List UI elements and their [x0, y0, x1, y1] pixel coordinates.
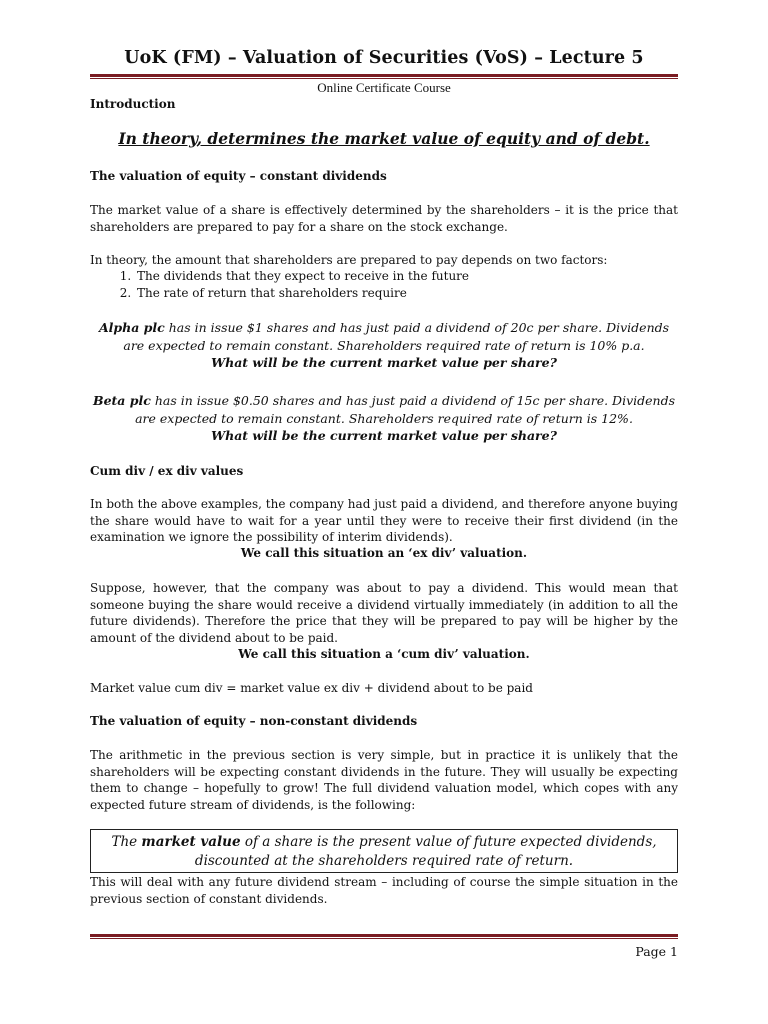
header-divider — [90, 74, 678, 79]
example-text: has in issue $1 shares and has just paid a dividend of 20c per share. Dividends are expected to remain constant. Shareholders required rate of return is 10% p.a. — [123, 320, 670, 353]
factors-list — [90, 268, 678, 301]
cum-div-formula: Market value cum div = market value ex div + dividend about to be paid — [90, 681, 533, 695]
paragraph-market-value: The market value of a share is effectively determined by the shareholders – it is the price that shareholders are prepared to pay for a share on the stock exchange. — [90, 203, 678, 234]
definition-text-post: of a share is the present value of future expected dividends, discounted at the shareholders required rate of return. — [194, 834, 657, 869]
section-constant-title: The valuation of equity – constant dividends — [90, 169, 387, 183]
introduction-label: Introduction — [90, 97, 176, 111]
example-alpha — [90, 319, 678, 372]
paragraph-two-factors: In theory, the amount that shareholders are prepared to pay depends on two factors: — [90, 253, 608, 267]
document-page — [90, 0, 678, 1024]
example-question: What will be the current market value per share? — [211, 355, 557, 370]
cum-div-statement: We call this situation a ‘cum div’ valuation. — [238, 647, 530, 661]
paragraph-future-stream: This will deal with any future dividend stream – including of course the simple situation in the previous section of constant dividends. — [90, 875, 678, 906]
list-item: 1. The dividends that they expect to receive in the future — [135, 268, 678, 285]
course-subtitle: Online Certificate Course — [317, 80, 451, 95]
paragraph-cum-div: Suppose, however, that the company was about to pay a dividend. This would mean that someone buying the share would receive a dividend virtually immediately (in addition to all the future dividends). Therefore the price that they will be prepared to pay will be higher by the amount of the dividend about to be paid. — [90, 581, 678, 645]
ex-div-statement: We call this situation an ‘ex div’ valuation. — [240, 546, 528, 560]
definition-emphasis: market value — [141, 834, 241, 850]
section-cumdiv-title: Cum div / ex div values — [90, 464, 244, 478]
document-title: UoK (FM) – Valuation of Securities (VoS) – Lecture 5 — [124, 48, 644, 68]
definition-box — [90, 829, 678, 873]
definition-text-pre: The — [111, 834, 142, 850]
example-company-name: Alpha plc — [98, 320, 165, 335]
paragraph-dividend-model: The arithmetic in the previous section is very simple, but in practice it is unlikely that the shareholders will be expecting constant dividends in the future. They will usually be expecting them to change – hopefully to grow! The full dividend valuation model, which copes with any expected future stream of dividends, is the following: — [90, 748, 678, 812]
example-text: has in issue $0.50 shares and has just paid a dividend of 15c per share. Dividends are expected to remain constant. Shareholders required rate of return is 12%. — [135, 393, 675, 426]
list-item: 2. The rate of return that shareholders require — [135, 285, 678, 302]
section-nonconstant-title: The valuation of equity – non-constant dividends — [90, 714, 418, 728]
example-company-name: Beta plc — [93, 393, 151, 408]
example-question: What will be the current market value per share? — [211, 428, 557, 443]
paragraph-ex-div: In both the above examples, the company had just paid a dividend, and therefore anyone buying the share would have to wait for a year until they were to receive their first dividend (in the examination we ignore the possibility of interim dividends). — [90, 497, 678, 544]
intro-heading: In theory, determines the market value of equity and of debt. — [118, 129, 650, 148]
footer-divider — [90, 934, 678, 939]
example-beta — [90, 392, 678, 445]
page-number: Page 1 — [635, 944, 678, 959]
